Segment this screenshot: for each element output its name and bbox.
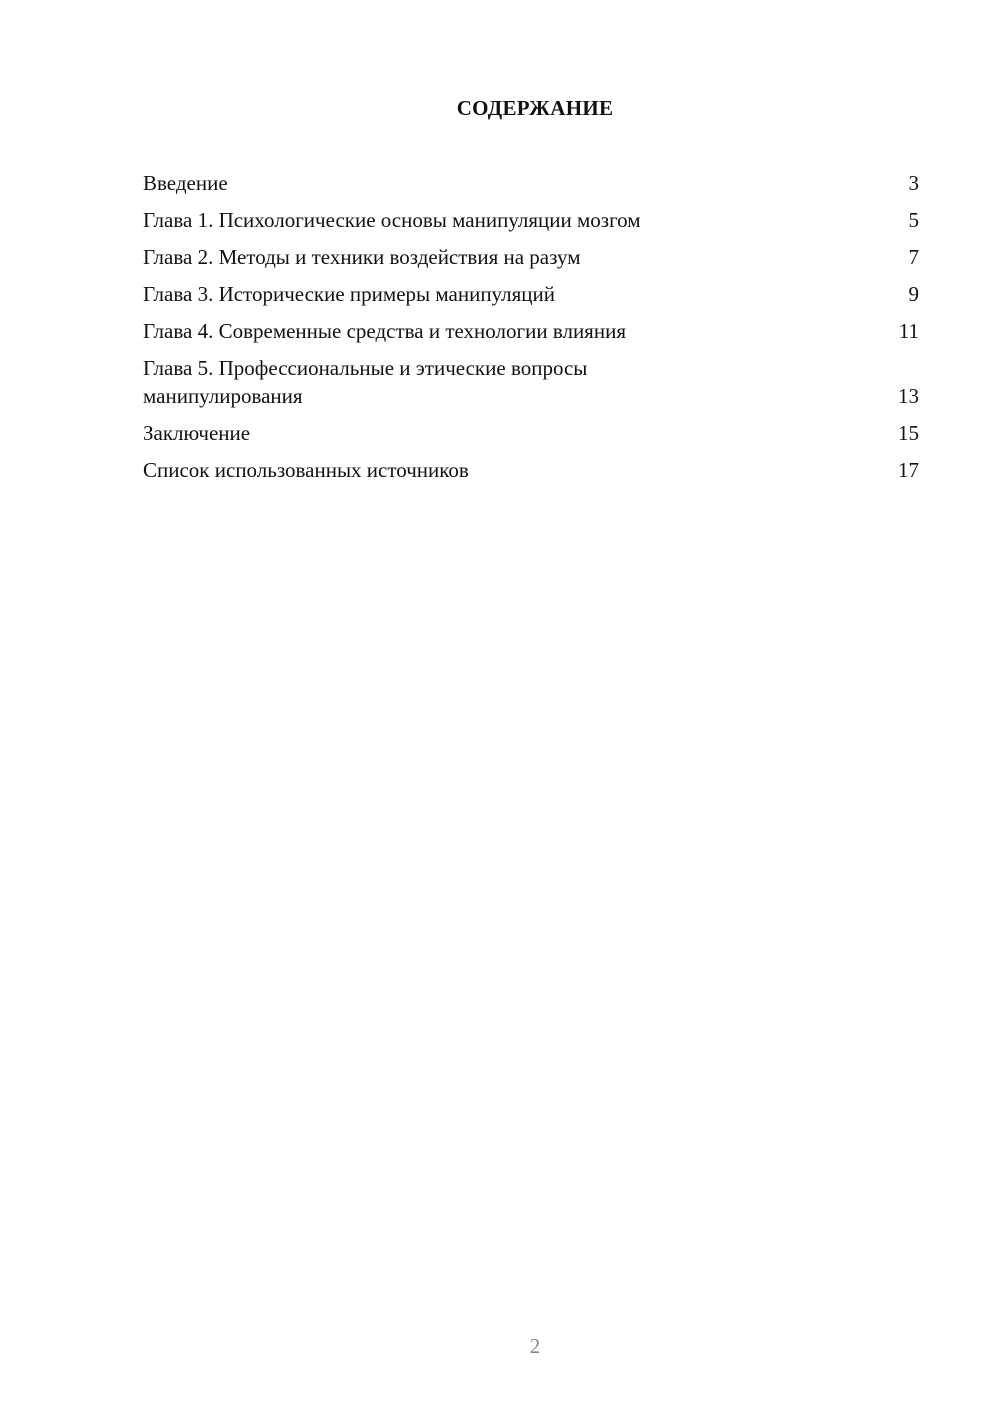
- toc-entry-chapter-2: [143, 243, 919, 271]
- toc-entry-page: 7: [908, 245, 919, 269]
- toc-entry-page: 5: [908, 208, 919, 232]
- toc-entry-page: 13: [898, 384, 919, 408]
- toc-entry-chapter-4: [143, 317, 919, 345]
- toc-entry-label: Глава 2. Методы и техники воздействия на разум: [143, 245, 581, 269]
- toc-entry-introduction: [143, 169, 919, 197]
- toc-entry-label: Глава 4. Современные средства и технологии влияния: [143, 319, 626, 343]
- toc-entry-chapter-5: [143, 354, 919, 410]
- toc-entry-label: Глава 3. Исторические примеры манипуляций: [143, 282, 555, 306]
- toc-entry-label: Список использованных источников: [143, 458, 469, 482]
- toc-entry-label: Заключение: [143, 421, 251, 445]
- toc-entry-references: [143, 456, 919, 484]
- table-of-contents: [143, 169, 919, 493]
- toc-entry-page: 15: [898, 421, 919, 445]
- toc-entry-page: 9: [908, 282, 919, 306]
- toc-entry-label: Введение: [143, 171, 228, 195]
- toc-entry-label: Глава 1. Психологические основы манипуляции мозгом: [143, 208, 641, 232]
- toc-entry-chapter-1: [143, 206, 919, 234]
- toc-entry-chapter-3: [143, 280, 919, 308]
- page-title: СОДЕРЖАНИЕ: [456, 96, 614, 120]
- toc-entry-label: Глава 5. Профессиональные и этические вопросы манипулирования: [143, 356, 588, 408]
- toc-entry-page: 11: [898, 319, 919, 343]
- page-number: 2: [529, 1334, 541, 1358]
- toc-entry-page: 17: [898, 458, 919, 482]
- toc-entry-page: 3: [908, 171, 919, 195]
- toc-entry-conclusion: [143, 419, 919, 447]
